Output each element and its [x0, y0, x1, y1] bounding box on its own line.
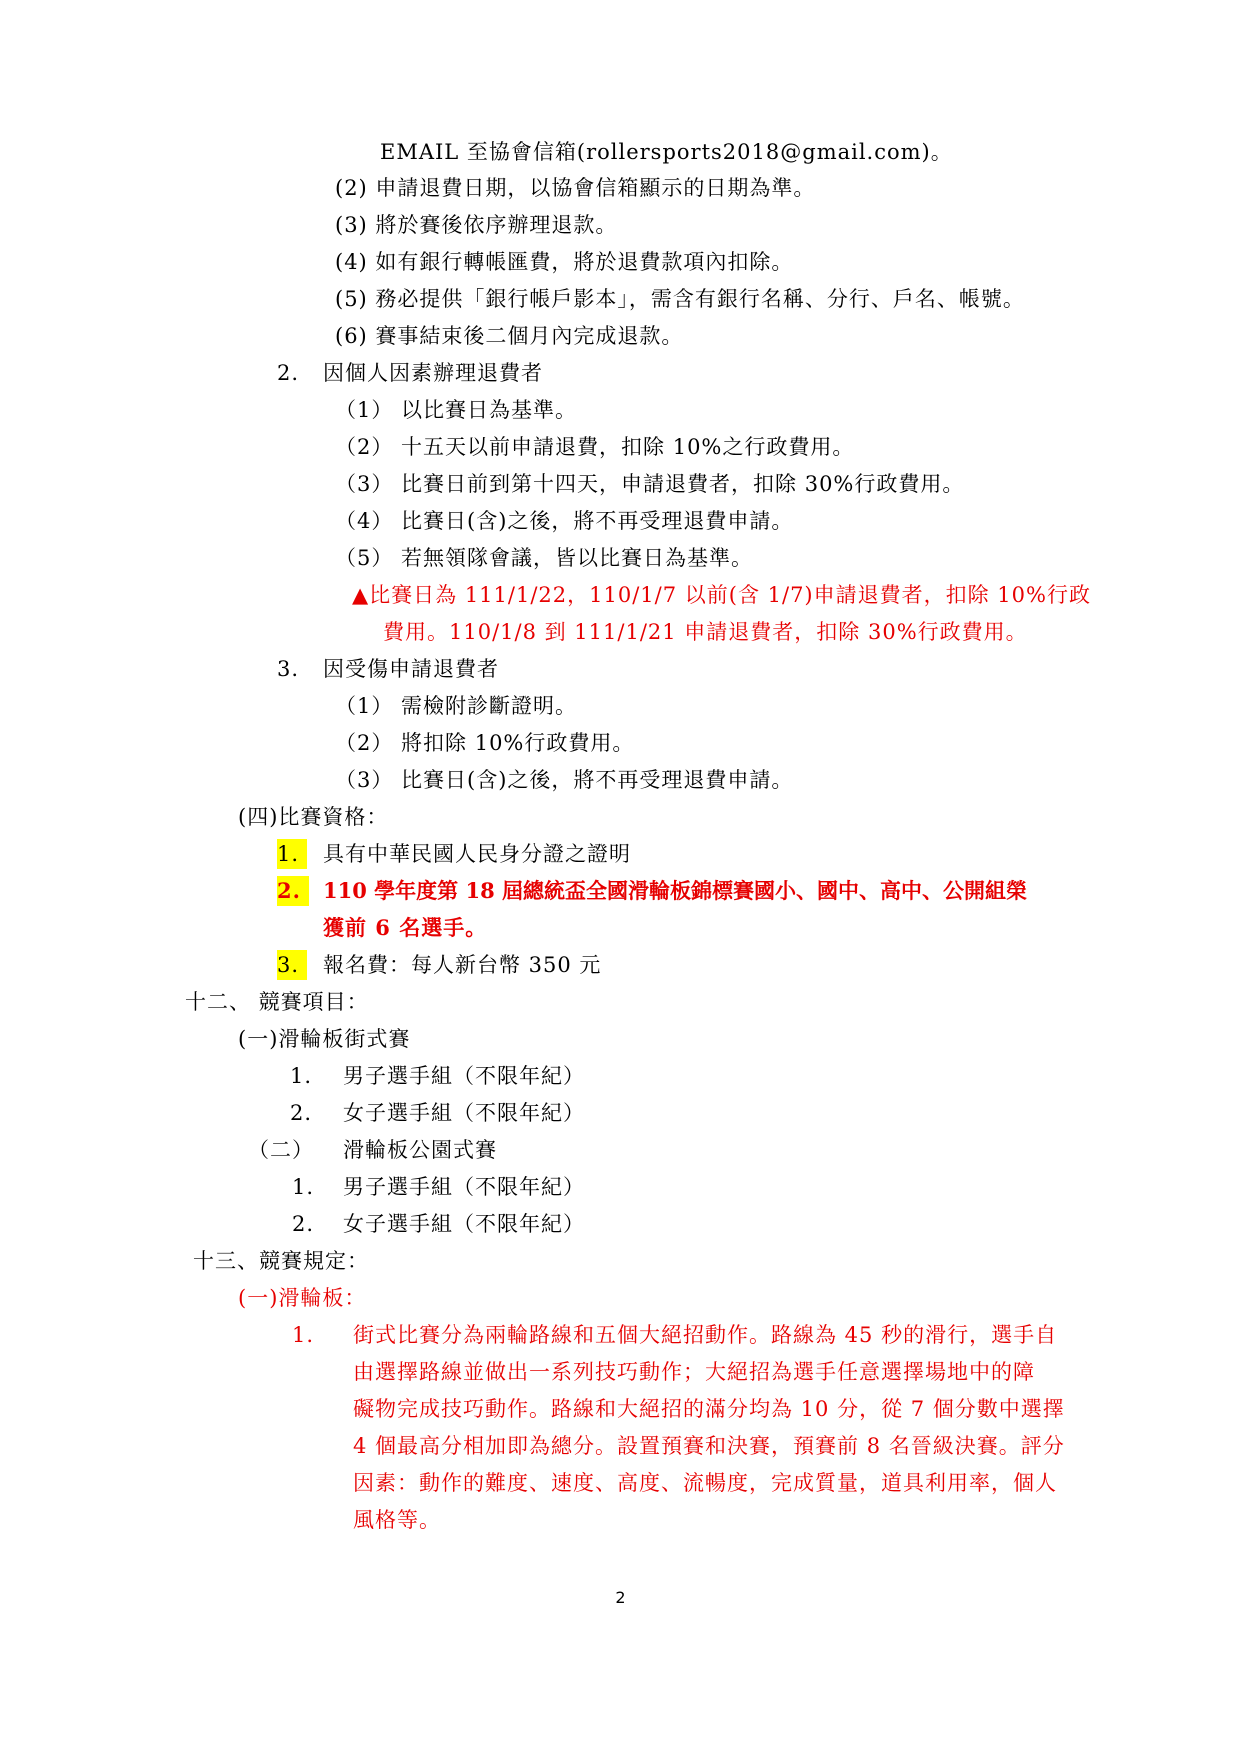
skateboard-rules-heading: (一)滑輪板： — [238, 1286, 367, 1310]
rule-1-line-3: 礙物完成技巧動作。路線和大絕招的滿分均為 10 分，從 7 個分數中選擇 — [353, 1397, 1065, 1421]
rule-1-number: 1. — [292, 1323, 315, 1347]
personal-item-1: （1） 以比賽日為基準。 — [335, 398, 578, 422]
rule-1-line-4: 4 個最高分相加即為總分。設置預賽和決賽，預賽前 8 名晉級決賽。評分 — [353, 1434, 1065, 1458]
section-2-number: 2. — [277, 361, 300, 385]
street-women-number: 2. — [290, 1101, 313, 1125]
street-women-text: 女子選手組（不限年紀） — [343, 1101, 585, 1125]
personal-item-3: （3） 比賽日前到第十四天，申請退費者，扣除 30%行政費用。 — [335, 472, 965, 496]
refund-note-line-1: ▲比賽日為 111/1/22，110/1/7 以前(含 1/7)申請退費者，扣除 10%行政 — [352, 583, 1091, 607]
street-men-number: 1. — [290, 1064, 313, 1088]
rule-1-line-5: 因素：動作的難度、速度、高度、流暢度，完成質量，道具利用率，個人 — [353, 1471, 1057, 1495]
park-men-text: 男子選手組（不限年紀） — [343, 1175, 585, 1199]
refund-note-line-2: 費用。110/1/8 到 111/1/21 申請退費者，扣除 30%行政費用。 — [383, 620, 1028, 644]
eligibility-heading: (四)比賽資格： — [238, 805, 389, 829]
section-3-number: 3. — [277, 657, 300, 681]
eligibility-1-text: 具有中華民國人民身分證之證明 — [323, 842, 631, 866]
email-line: EMAIL 至協會信箱(rollersports2018@gmail.com)。 — [380, 140, 953, 164]
injury-item-3: （3） 比賽日(含)之後，將不再受理退費申請。 — [335, 768, 794, 792]
park-men-number: 1. — [292, 1175, 315, 1199]
eligibility-2-number: 2. — [277, 876, 309, 906]
personal-item-2: （2） 十五天以前申請退費，扣除 10%之行政費用。 — [335, 435, 855, 459]
refund-item-4: (4) 如有銀行轉帳匯費，將於退費款項內扣除。 — [335, 250, 794, 274]
park-event-heading: 滑輪板公園式賽 — [343, 1138, 497, 1162]
section-3-heading: 因受傷申請退費者 — [323, 657, 499, 681]
eligibility-2-text: 110 學年度第 18 屆總統盃全國滑輪板錦標賽國小、國中、高中、公開組榮 — [323, 878, 1027, 903]
refund-item-3: (3) 將於賽後依序辦理退款。 — [335, 213, 618, 237]
injury-item-1: （1） 需檢附診斷證明。 — [335, 694, 578, 718]
rule-1-line-1: 街式比賽分為兩輪路線和五個大絕招動作。路線為 45 秒的滑行，選手自 — [353, 1323, 1058, 1347]
injury-item-2: （2） 將扣除 10%行政費用。 — [335, 731, 635, 755]
eligibility-1-number: 1. — [277, 839, 307, 869]
park-women-number: 2. — [292, 1212, 315, 1236]
refund-item-5: (5) 務必提供「銀行帳戶影本」，需含有銀行名稱、分行、戶名、帳號。 — [335, 287, 1025, 311]
eligibility-3-text: 報名費：每人新台幣 350 元 — [323, 953, 602, 977]
eligibility-2-text-cont: 獲前 6 名選手。 — [323, 915, 488, 940]
rule-1-line-2: 由選擇路線並做出一系列技巧動作；大絕招為選手任意選擇場地中的障 — [353, 1360, 1035, 1384]
refund-item-6: (6) 賽事結束後二個月內完成退款。 — [335, 324, 684, 348]
chapter-12-heading: 十二、 競賽項目： — [185, 990, 369, 1014]
street-event-heading: (一)滑輪板街式賽 — [238, 1027, 411, 1051]
park-women-text: 女子選手組（不限年紀） — [343, 1212, 585, 1236]
section-2-heading: 因個人因素辦理退費者 — [323, 361, 543, 385]
chapter-13-heading: 十三、競賽規定： — [193, 1249, 369, 1273]
park-event-number: （二） — [248, 1138, 314, 1162]
personal-item-5: （5） 若無領隊會議，皆以比賽日為基準。 — [335, 546, 754, 570]
page-number: 2 — [615, 1588, 626, 1607]
eligibility-3-number: 3. — [277, 950, 307, 980]
rule-1-line-6: 風格等。 — [353, 1508, 441, 1532]
street-men-text: 男子選手組（不限年紀） — [343, 1064, 585, 1088]
refund-item-2: (2) 申請退費日期，以協會信箱顯示的日期為準。 — [335, 176, 816, 200]
personal-item-4: （4） 比賽日(含)之後，將不再受理退費申請。 — [335, 509, 794, 533]
